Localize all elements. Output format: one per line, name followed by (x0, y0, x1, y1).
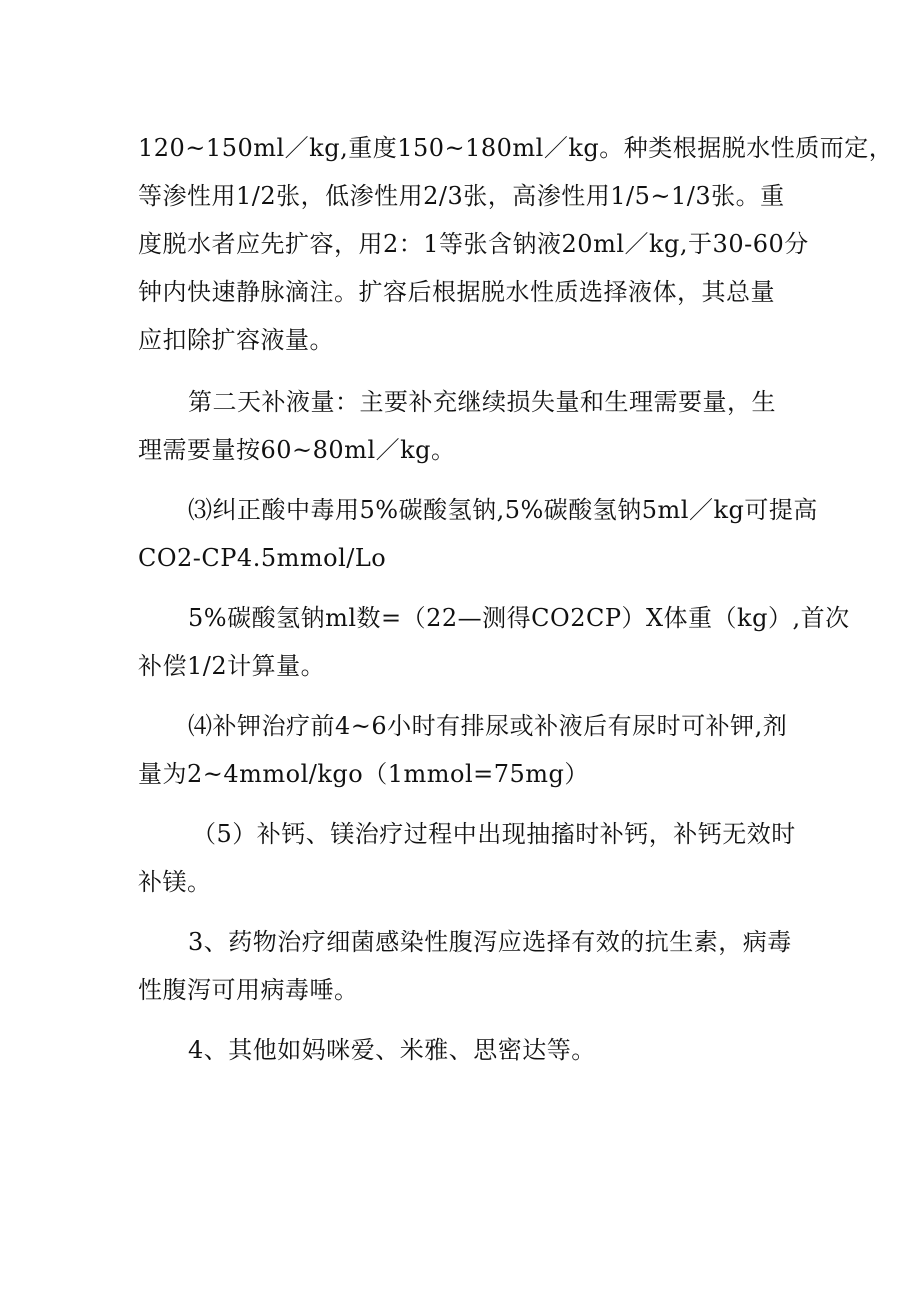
paragraph-potassium (138, 702, 798, 798)
paragraph-rehydration-volume (138, 124, 894, 364)
text-line: 量为2~4mmol/kgo（1mmol=75mg） (138, 760, 589, 788)
text-line: 补镁。 (138, 868, 212, 896)
paragraph-bicarbonate-formula (138, 594, 850, 690)
text-line: 应扣除扩容液量。 (138, 326, 334, 354)
text-line: CO2-CP4.5mmol/Lo (138, 544, 387, 572)
paragraph-other-drugs (138, 1026, 798, 1074)
text-line: 5%碳酸氢钠ml数=（22—测得CO2CP）X体重（kg）,首次 (188, 604, 850, 632)
text-line: ⑶纠正酸中毒用5%碳酸氢钠,5%碳酸氢钠5ml／kg可提高 (188, 496, 818, 524)
paragraph-calcium-magnesium (138, 810, 798, 906)
text-line: 4、其他如妈咪爱、米雅、思密达等。 (188, 1036, 596, 1064)
text-line: （5）补钙、镁治疗过程中出现抽搐时补钙，补钙无效时 (192, 820, 796, 848)
text-line: 3、药物治疗细菌感染性腹泻应选择有效的抗生素，病毒 (188, 928, 792, 956)
paragraph-drug-therapy (138, 918, 798, 1014)
paragraph-second-day (138, 378, 798, 474)
text-line: 120~150ml／kg,重度150~180ml／kg。种类根据脱水性质而定， (138, 134, 894, 162)
paragraph-acidosis (138, 486, 818, 582)
document-body (138, 124, 894, 1086)
text-line: 理需要量按60~80ml／kg。 (138, 436, 456, 464)
text-line: ⑷补钾治疗前4~6小时有排尿或补液后有尿时可补钾,剂 (188, 712, 788, 740)
text-line: 等渗性用1/2张，低渗性用2/3张，高渗性用1/5~1/3张。重 (138, 182, 785, 210)
text-line: 性腹泻可用病毒唾。 (138, 976, 359, 1004)
text-line: 补偿1/2计算量。 (138, 652, 326, 680)
text-line: 度脱水者应先扩容，用2：1等张含钠液20ml／kg,于30-60分 (138, 230, 809, 258)
text-line: 钟内快速静脉滴注。扩容后根据脱水性质选择液体，其总量 (138, 278, 775, 306)
text-line: 第二天补液量：主要补充继续损失量和生理需要量，生 (188, 388, 776, 416)
